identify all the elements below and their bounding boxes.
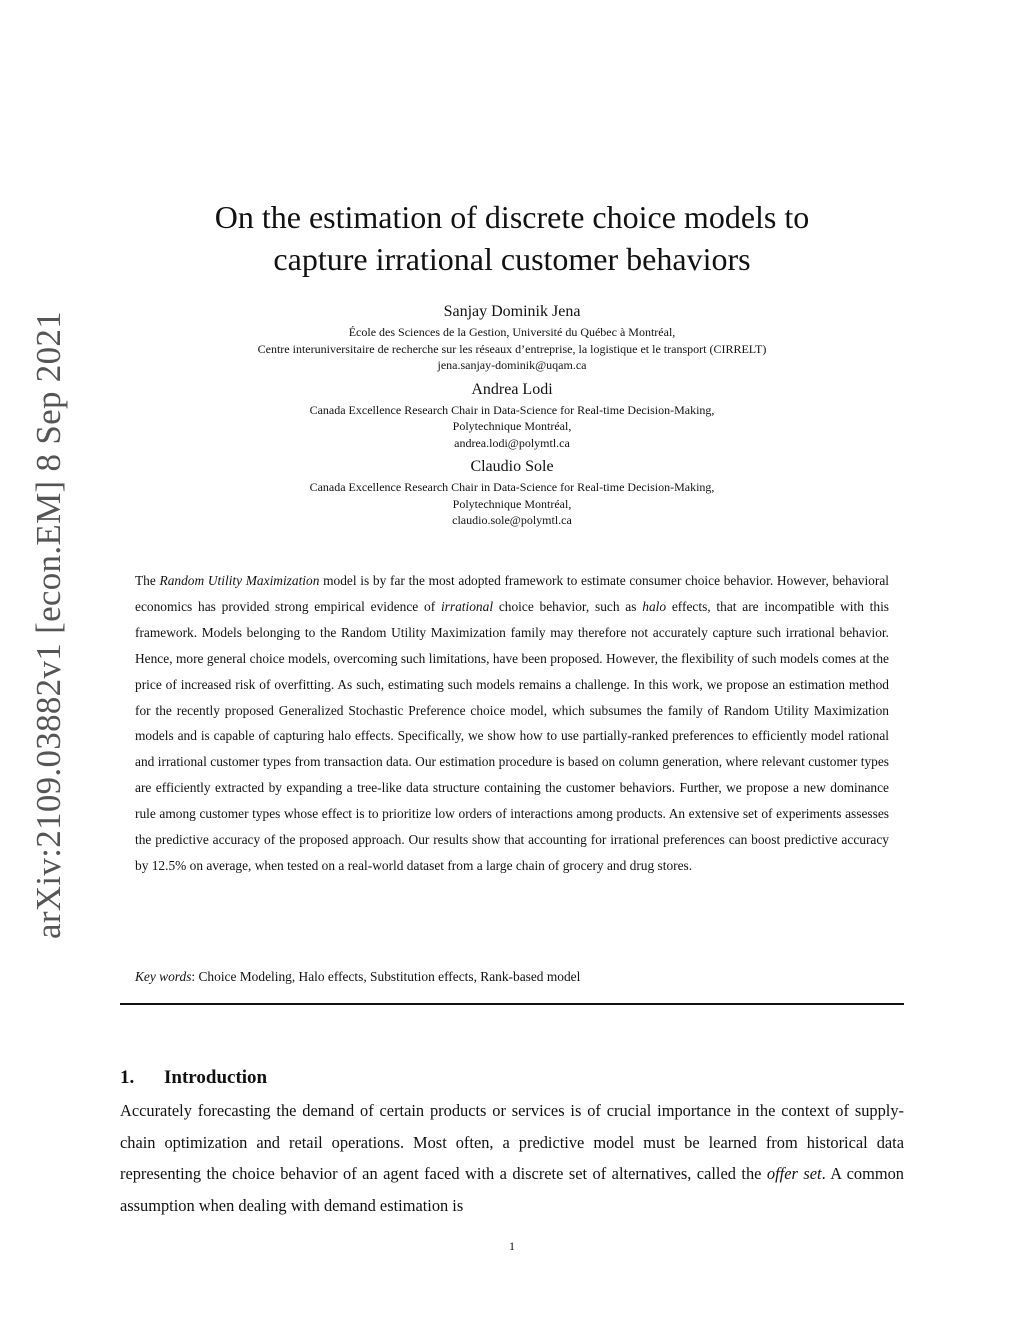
section-number: 1.: [120, 1067, 135, 1088]
author-email: claudio.sole@polymtl.ca: [452, 513, 572, 527]
author-block: [120, 300, 904, 533]
abstract-text: model is by far the most adopted framework to estimate consumer choice behavior. However, behavioral economics has provided strong empirical evidence of: [135, 573, 889, 614]
paper-title-line-1: On the estimation of discrete choice models to: [214, 199, 810, 235]
keywords-label: Key words: [135, 969, 192, 984]
author-jena: [120, 300, 904, 374]
author-affiliation: Canada Excellence Research Chair in Data-Science for Real-time Decision-Making,: [309, 480, 715, 494]
author-affiliation: Polytechnique Montréal,: [452, 496, 572, 511]
intro-text: . A common assumption when dealing with demand estimation is: [120, 1164, 905, 1215]
author-name: Claudio Sole: [470, 458, 554, 475]
author-affiliation: Canada Excellence Research Chair in Data-Science for Real-time Decision-Making,: [309, 402, 715, 417]
abstract-emphasis: Random Utility Maximization: [159, 573, 320, 588]
intro-text: Accurately forecasting the demand of certain products or services is of crucial importance in the context of supply-chain optimization and retail operations. Most often, a predictive model must be learned from historical data representing the choice behavior of an agent faced with a discrete set of alternatives, called the: [120, 1101, 904, 1183]
arxiv-identifier-stamp: arXiv:2109.03882v1 [econ.EM] 8 Sep 2021: [29, 311, 68, 939]
paper-title: [120, 196, 904, 280]
section-title: Introduction: [164, 1067, 268, 1088]
keywords-separator: :: [191, 969, 199, 984]
introduction-paragraph: [120, 1095, 904, 1221]
author-name: Sanjay Dominik Jena: [443, 303, 581, 320]
abstract-text: The: [135, 573, 160, 588]
keywords-text: Choice Modeling, Halo effects, Substitution effects, Rank-based model: [198, 969, 581, 984]
author-email: jena.sanjay-dominik@uqam.ca: [437, 358, 587, 372]
author-affiliation: Polytechnique Montréal,: [452, 419, 572, 433]
page-number: 1: [509, 1239, 515, 1253]
abstract-text: choice behavior, such as: [493, 598, 643, 614]
abstract-emphasis: halo: [642, 598, 667, 614]
abstract: [135, 568, 889, 879]
paper-title-line-2: capture irrational customer behaviors: [273, 241, 751, 277]
author-email: andrea.lodi@polymtl.ca: [454, 435, 570, 450]
abstract-emphasis: irrational: [440, 598, 494, 614]
section-heading: [120, 1064, 267, 1092]
section-divider: [120, 1003, 904, 1005]
keywords: [135, 964, 889, 990]
author-affiliation: École des Sciences de la Gestion, Université du Québec à Montréal,: [348, 325, 676, 339]
intro-emphasis: offer set: [766, 1164, 822, 1183]
author-name: Andrea Lodi: [471, 380, 553, 398]
author-sole: [120, 455, 904, 529]
abstract-text: effects, that are incompatible with this framework. Models belonging to the Random Utility Maximization family may therefore not accurately capture such irrational behavior. Hence, more general choice models, overcoming such limitations, have been proposed. However, the flexibility of such models comes at the price of increased risk of overfitting. As such, estimating such models remains a challenge. In this work, we propose an estimation method for the recently proposed Generalized Stochastic Preference choice model, which subsumes the family of Random Utility Maximization models and is capable of capturing halo effects. Specifically, we show how to use partially-ranked preferences to efficiently model rational and irrational customer types from transaction data. Our estimation procedure is based on column generation, where relevant customer types are efficiently extracted by expanding a tree-like data structure containing the customer behaviors. Further, we propose a new dominance rule among customer types whose effect is to prioritize low orders of interactions among products. An extensive set of experiments assesses the predictive accuracy of the proposed approach. Our results show that accounting for irrational preferences can boost predictive accuracy by 12.5% on average, when tested on a real-world dataset from a large chain of grocery and drug stores.: [135, 598, 890, 873]
author-affiliation: Centre interuniversitaire de recherche sur les réseaux d’entreprise, la logistique et le transport (CIRRELT): [257, 341, 767, 356]
author-lodi: [120, 378, 904, 452]
